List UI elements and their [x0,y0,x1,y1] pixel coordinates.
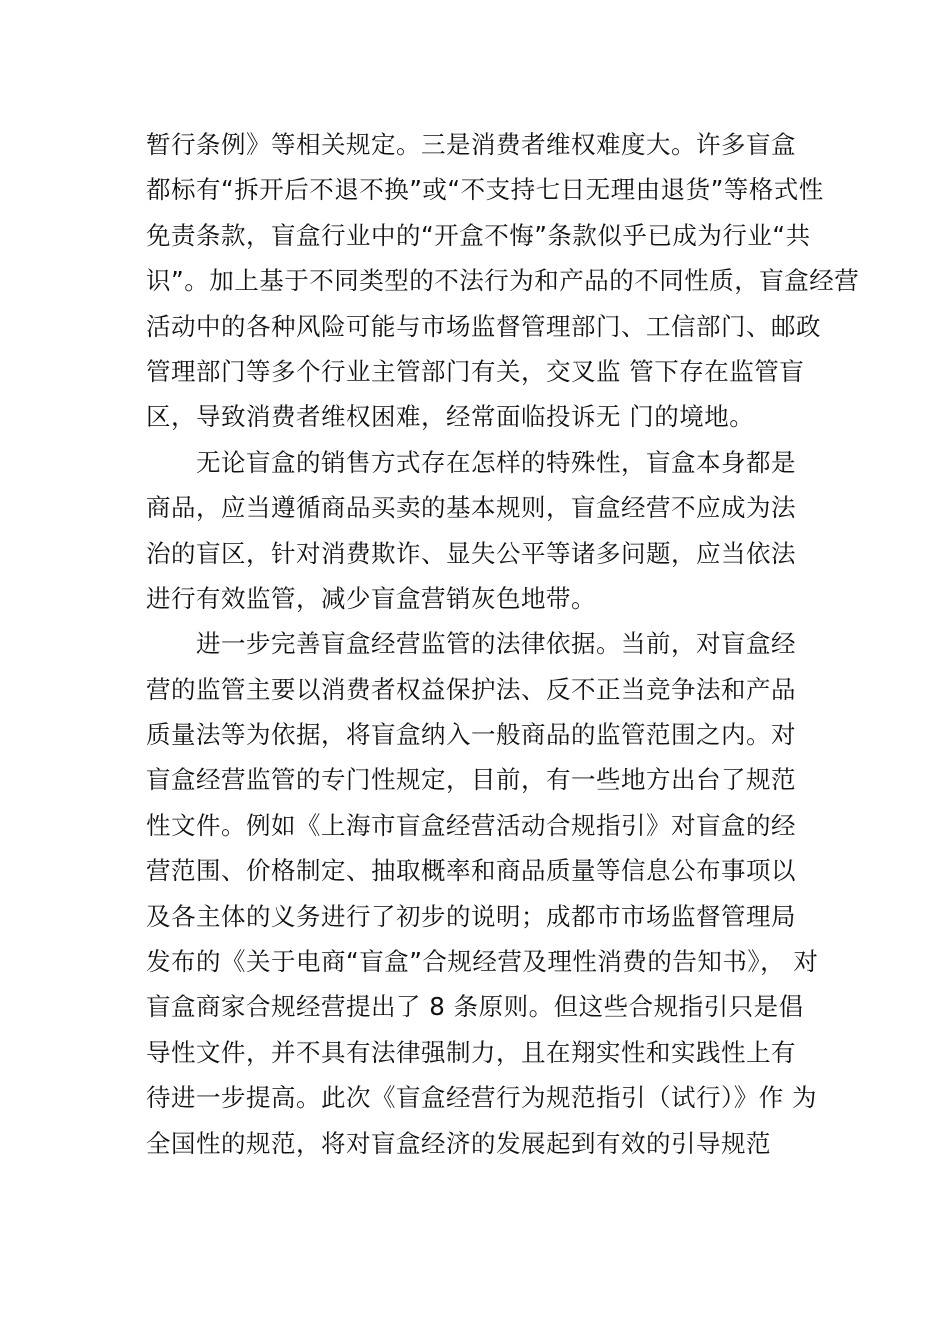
text-line: 区，导致消费者维权困难，经常面临投诉无 门的境地。 [146,402,755,432]
text-line: 治的盲区，针对消费欺诈、显失公平等诸多问题，应当依法 [146,538,796,568]
paragraph [146,440,846,622]
text-line: 活动中的各种风险可能与市场监督管理部门、工信部门、邮政 [146,311,821,341]
text-line: 全国性的规范，将对盲盒经济的发展起到有效的引导规范 [146,1128,771,1158]
text-line: 营的监管主要以消费者权益保护法、反不正当竞争法和产品 [146,674,796,704]
text-line: 管理部门等多个行业主管部门有关，交叉监 管下存在监管盲 [146,356,805,386]
paragraph [146,122,860,440]
text-line: 质量法等为依据，将盲盒纳入一般商品的监管范围之内。对 [146,720,796,750]
text-line: 发布的《关于电商“盲盒”合规经营及理性消费的告知书》， 对 [146,947,819,977]
text-line: 盲盒商家合规经营提出了 8 条原则。但这些合规指引只是倡 [146,992,804,1022]
text-line: 无论盲盒的销售方式存在怎样的特殊性，盲盒本身都是 [196,447,796,477]
text-line: 待进一步提高。此次《盲盒经营行为规范指引（试行）》作 为 [146,1083,818,1113]
paragraph [146,621,846,1166]
text-line: 暂行条例》等相关规定。三是消费者维权难度大。许多盲盒 [146,130,796,159]
text-line: 盲盒经营监管的专门性规定，目前，有一些地方出台了规范 [146,765,796,795]
text-line: 性文件。例如《上海市盲盒经营活动合规指引》对盲盒的经 [146,810,796,840]
text-line: 进一步完善盲盒经营监管的法律依据。当前，对盲盒经 [196,629,796,659]
text-line: 及各主体的义务进行了初步的说明；成都市市场监督管理局 [146,901,796,931]
body-text [146,122,860,1166]
text-line: 商品，应当遵循商品买卖的基本规则，盲盒经营不应成为法 [146,493,796,523]
text-line: 免责条款，盲盒行业中的“开盒不悔”条款似乎已成为行业“共 [146,220,811,250]
text-line: 都标有“拆开后不退不换”或“不支持七日无理由退货”等格式性 [146,175,824,205]
text-line: 识”。加上基于不同类型的不法行为和产品的不同性质，盲盒经营 [146,266,860,296]
text-line: 导性文件，并不具有法律强制力，且在翔实性和实践性上有 [146,1037,796,1067]
text-line: 营范围、价格制定、抽取概率和商品质量等信息公布事项以 [146,856,796,886]
text-line: 进行有效监管，减少盲盒营销灰色地带。 [146,583,596,613]
